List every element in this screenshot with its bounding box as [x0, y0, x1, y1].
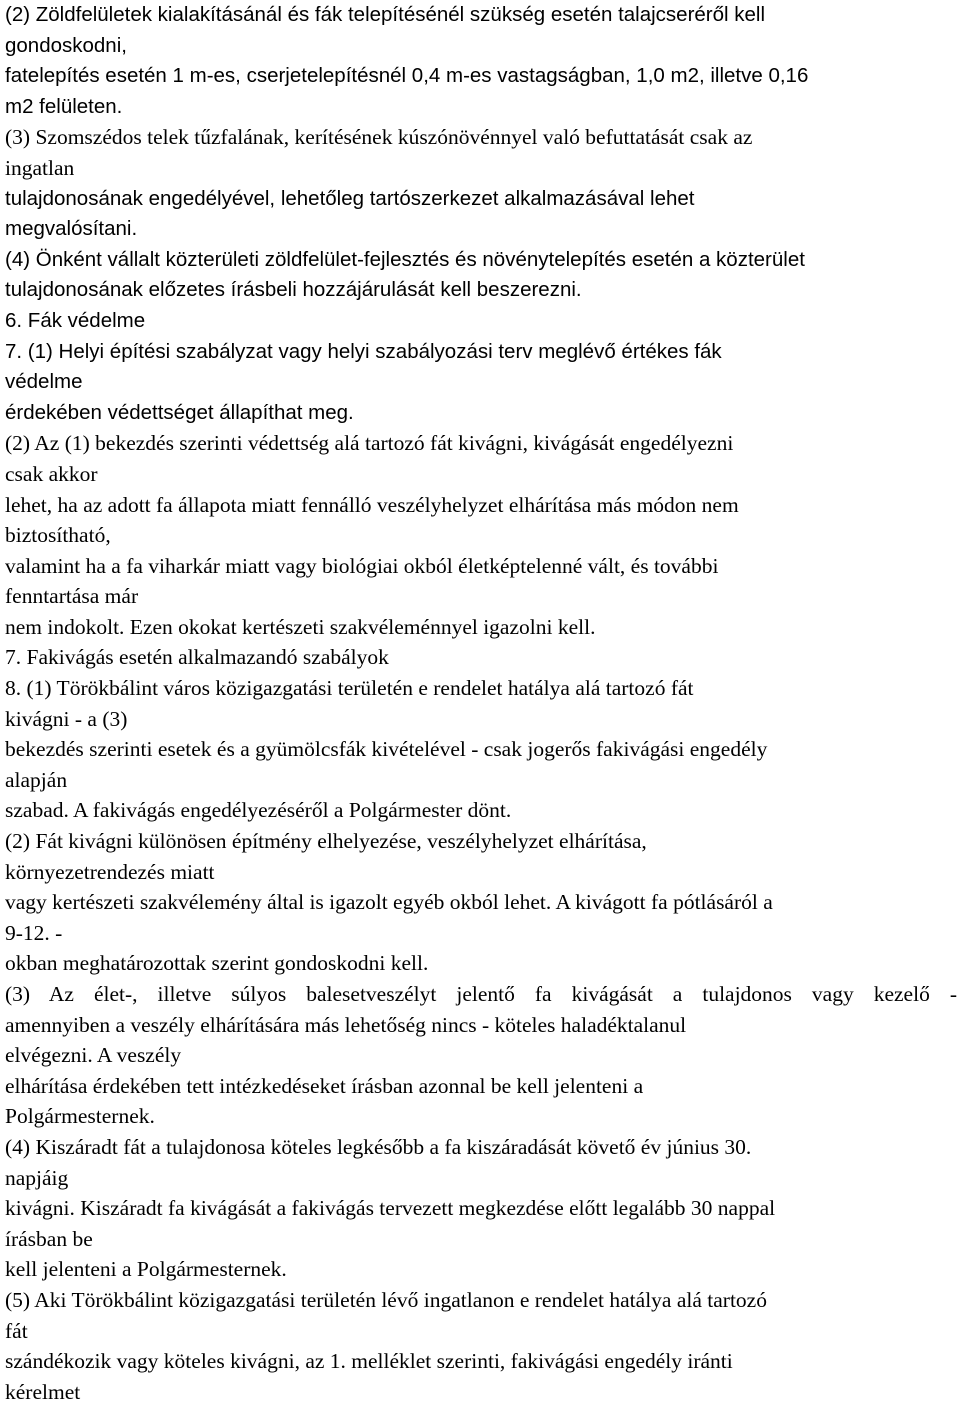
text-line: (3) Az élet-, illetve súlyos balesetveszélyt jelentő fa kivágását a tulajdonos vagy kezelő - [5, 982, 957, 1006]
text-line: elvégezni. A veszély [5, 1043, 182, 1068]
text-line: tulajdonosának engedélyével, lehetőleg tartószerkezet alkalmazásával lehet [5, 186, 695, 210]
text-line: 6. Fák védelme [5, 308, 146, 332]
text-line: (5) Aki Törökbálint közigazgatási területén lévő ingatlanon e rendelet hatálya alá tartozó [5, 1287, 767, 1312]
text-line: vagy kertészeti szakvélemény által is igazolt egyéb okból lehet. A kivágott fa pótlásáról a [5, 890, 773, 915]
text-line: biztosítható, [5, 523, 111, 548]
text-line: környezetrendezés miatt [5, 859, 215, 884]
text-line: valamint ha a fa viharkár miatt vagy biológiai okból életképtelenné vált, és további [5, 553, 719, 578]
text-line: (2) Az (1) bekezdés szerinti védettség alá tartozó fát kivágni, kivágását engedélyezni [5, 431, 734, 456]
text-line: csak akkor [5, 461, 98, 486]
text-line: védelme [5, 370, 83, 394]
text-line: m2 felületen. [5, 94, 123, 118]
document-page [5, 0, 957, 1407]
text-line: 8. (1) Törökbálint város közigazgatási területén e rendelet hatálya alá tartozó fát [5, 676, 694, 701]
text-line: amennyiben a veszély elhárítására más lehetőség nincs - köteles haladéktalanul [5, 1012, 687, 1037]
text-line: szándékozik vagy köteles kivágni, az 1. melléklet szerinti, fakivágási engedély iránti [5, 1349, 733, 1374]
text-line: fát [5, 1318, 28, 1343]
text-line: megvalósítani. [5, 217, 138, 241]
text-line: gondoskodni, [5, 33, 127, 57]
text-line: tulajdonosának előzetes írásbeli hozzájárulását kell beszerezni. [5, 278, 582, 302]
text-line: Polgármesternek. [5, 1104, 155, 1129]
text-line: (2) Zöldfelületek kialakításánál és fák telepítésénél szükség esetén talajcseréről kell [5, 3, 766, 26]
text-line: szabad. A fakivágás engedélyezéséről a Polgármester dönt. [5, 798, 512, 823]
text-line: 9-12. - [5, 920, 63, 945]
text-line: fatelepítés esetén 1 m-es, cserjetelepítésnél 0,4 m-es vastagságban, 1,0 m2, illetve 0,16 [5, 64, 809, 88]
text-line: kell jelenteni a Polgármesternek. [5, 1257, 287, 1282]
text-line: fenntartása már [5, 584, 139, 609]
text-line: (4) Önként vállalt közterületi zöldfelület-fejlesztés és növénytelepítés esetén a közterület [5, 247, 805, 271]
text-line: kivágni - a (3) [5, 706, 128, 731]
text-line: kérelmet [5, 1379, 81, 1404]
text-line: (4) Kiszáradt fát a tulajdonosa köteles legkésőbb a fa kiszáradását követő év június 30. [5, 1134, 752, 1159]
text-line: lehet, ha az adott fa állapota miatt fennálló veszélyhelyzet elhárítása más módon nem [5, 492, 739, 517]
text-line: 7. (1) Helyi építési szabályzat vagy helyi szabályozási terv meglévő értékes fák [5, 339, 722, 363]
text-line: (2) Fát kivágni különösen építmény elhelyezése, veszélyhelyzet elhárítása, [5, 829, 647, 854]
text-line: alapján [5, 767, 68, 792]
text-line: kivágni. Kiszáradt fa kivágását a fakivágás tervezett megkezdése előtt legalább 30 nappal [5, 1196, 776, 1221]
text-line: 7. Fakivágás esetén alkalmazandó szabályok [5, 645, 389, 670]
text-line: okban meghatározottak szerint gondoskodni kell. [5, 951, 429, 976]
text-line: ingatlan [5, 155, 75, 180]
text-line: írásban be [5, 1226, 93, 1251]
text-line: nem indokolt. Ezen okokat kertészeti szakvéleménnyel igazolni kell. [5, 614, 596, 639]
text-line: elhárítása érdekében tett intézkedéseket írásban azonnal be kell jelenteni a [5, 1073, 644, 1098]
text-line: bekezdés szerinti esetek és a gyümölcsfák kivételével - csak jogerős fakivágási engedély [5, 737, 768, 762]
text-line: (3) Szomszédos telek tűzfalának, kerítésének kúszónövénnyel való befuttatását csak az [5, 125, 753, 150]
text-line: napjáig [5, 1165, 69, 1190]
text-line: érdekében védettséget állapíthat meg. [5, 400, 354, 424]
